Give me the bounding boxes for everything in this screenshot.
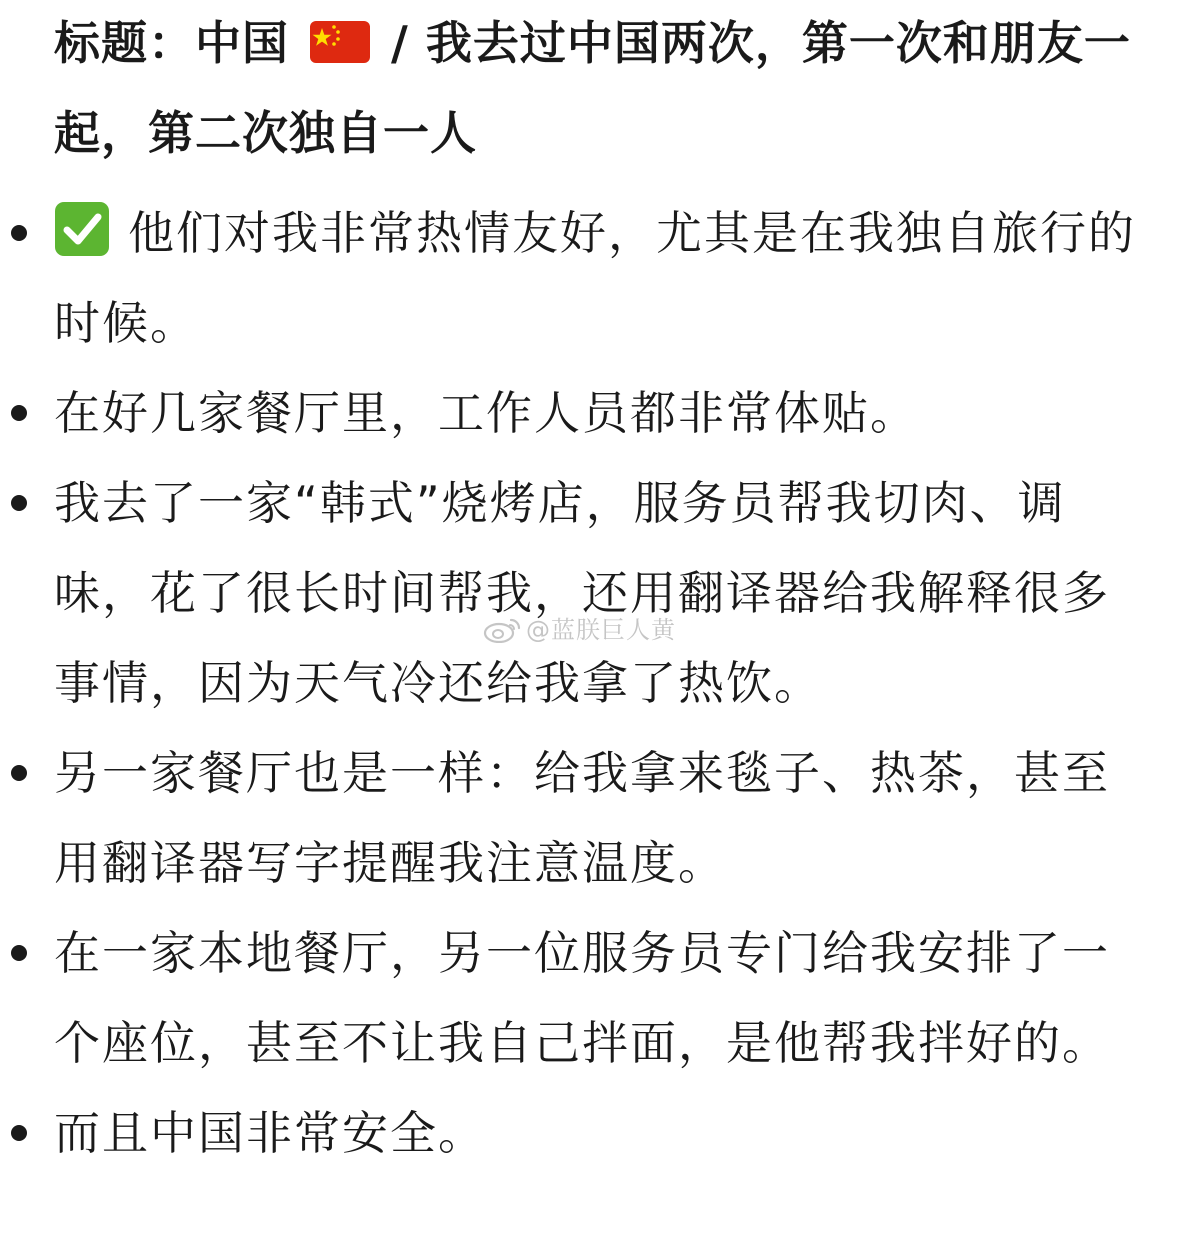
- list-item: [0, 908, 1144, 1088]
- list-item: [0, 1088, 1144, 1178]
- list-item-text: 我去了一家“韩式”烧烤店，服务员帮我切肉、调味，花了很长时间帮我，还用翻译器给我解释很多事情，因为天气冷还给我拿了热饮。: [54, 476, 1110, 710]
- list-item-text: 另一家餐厅也是一样：给我拿来毯子、热茶，甚至用翻译器写字提醒我注意温度。: [54, 746, 1110, 890]
- check-mark-button-icon: [54, 201, 110, 257]
- list-item: [0, 368, 1144, 458]
- china-flag-icon: [310, 21, 370, 63]
- list-item-text: 他们对我非常热情友好，尤其是在我独自旅行的时候。: [54, 206, 1136, 350]
- bullet-dot: [11, 945, 27, 961]
- watermark-text: @蓝朕巨人黄: [526, 616, 676, 644]
- bullet-dot: [11, 225, 27, 241]
- list-item: [0, 458, 1144, 728]
- post-title: [54, 0, 1144, 178]
- title-text: / 我去过中国两次，第一次和朋友一起，第二次独自一人: [54, 16, 1131, 160]
- bullet-dot: [11, 765, 27, 781]
- title-prefix: 标题：中国: [54, 16, 289, 70]
- bullet-list: [0, 188, 1199, 1178]
- bullet-dot: [11, 1125, 27, 1141]
- list-item-text: 在一家本地餐厅，另一位服务员专门给我安排了一个座位，甚至不让我自己拌面，是他帮我拌好的。: [54, 926, 1110, 1070]
- list-item: [0, 728, 1144, 908]
- bullet-dot: [11, 495, 27, 511]
- weibo-logo-icon: [482, 617, 522, 643]
- bullet-dot: [11, 405, 27, 421]
- list-item: [0, 188, 1144, 368]
- list-item-text: 而且中国非常安全。: [54, 1106, 486, 1160]
- list-item-text: 在好几家餐厅里，工作人员都非常体贴。: [54, 386, 918, 440]
- watermark: [482, 614, 676, 646]
